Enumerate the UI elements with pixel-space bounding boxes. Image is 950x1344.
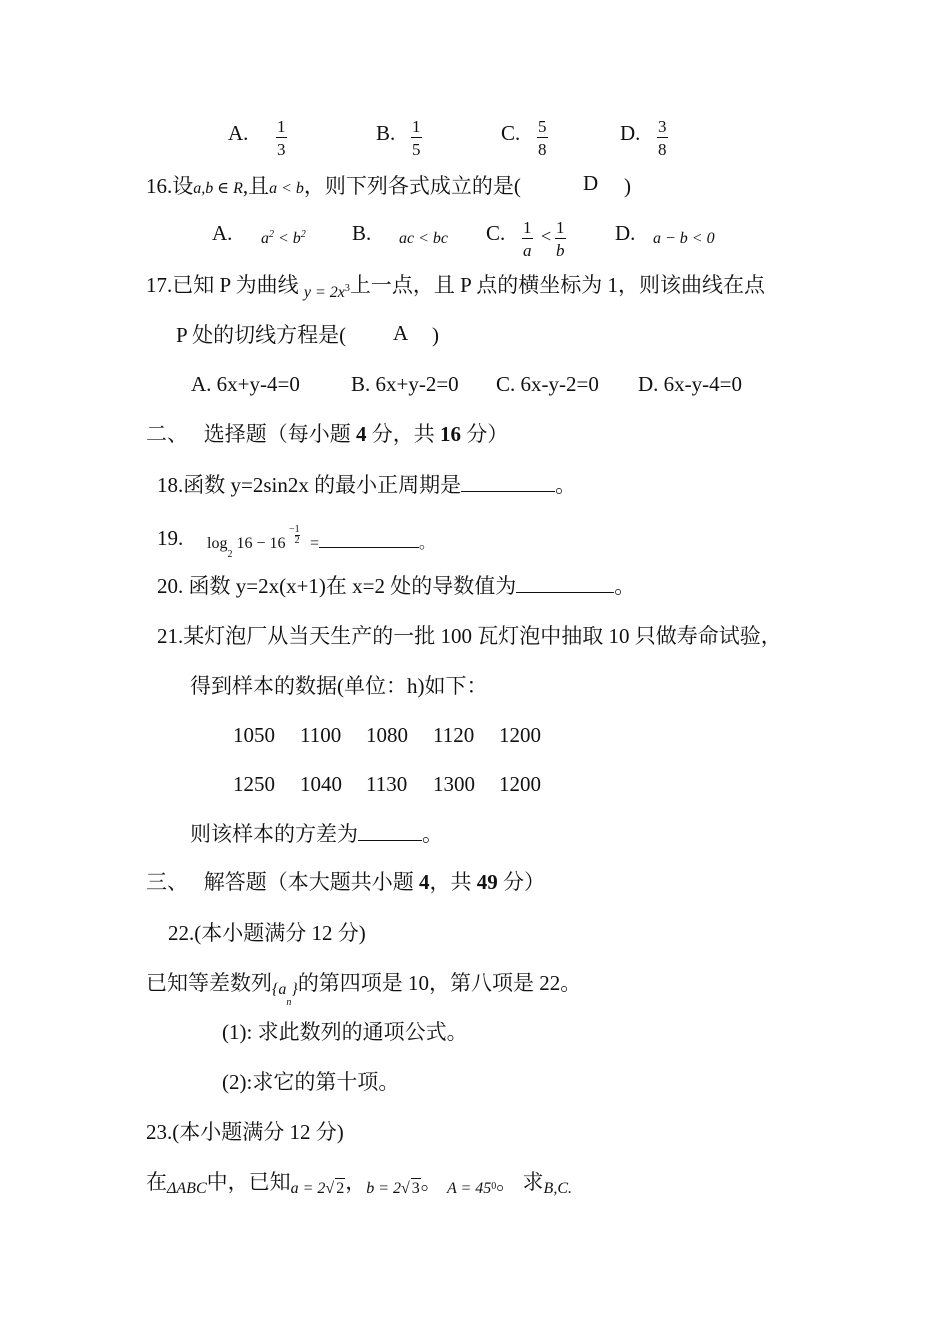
q21-row1-value: 1200 [499, 723, 541, 747]
q15-option-a-fraction [276, 118, 287, 158]
q17-close-paren: ) [432, 323, 439, 347]
q16-option-d-expr: a − b < 0 [653, 230, 715, 247]
q20-end: 。 [614, 574, 636, 598]
q19-equals: = [310, 535, 320, 552]
section-3-number: 三、 [146, 870, 188, 894]
q16-option-a-expr [261, 229, 306, 248]
q17-option-c: C. 6x-y-2=0 [496, 372, 599, 396]
q21-ask: 则该样本的方差为 [190, 822, 358, 846]
q16-condition-2: a < b [269, 180, 304, 197]
q18-answer-blank[interactable] [461, 473, 555, 492]
q19-exponent-numerator: 1 [294, 524, 300, 535]
q23-heading: 23.(本小题满分 12 分) [146, 1120, 344, 1144]
q23-angle-sup: 0 [491, 1181, 497, 1192]
section-3-title-a: 解答题（本大题共小题 [203, 870, 419, 894]
q22-heading: 22.(本小题满分 12 分) [168, 921, 366, 945]
q23-comma: ， [345, 1170, 367, 1194]
q23-a-sqrt: √ 2 [325, 1180, 345, 1197]
section-2-title-b: 分，共 [366, 422, 440, 446]
q23-b-radicand: 3 [411, 1180, 420, 1197]
q21-row2-value: 1250 [233, 772, 275, 796]
q22-part-1: (1): 求此数列的通项公式。 [222, 1020, 468, 1044]
q16-option-c-fraction-2 [555, 219, 566, 259]
q21-row1-value: 1080 [366, 723, 408, 747]
q23-stem [146, 1170, 572, 1195]
section-2-points-1: 4 [356, 422, 367, 446]
q17-option-d: D. 6x-y-4=0 [638, 372, 742, 396]
section-3-points-2: 49 [476, 870, 498, 894]
q16-option-b-expr: ac < bc [399, 230, 448, 247]
q16-a-base: a [261, 230, 269, 247]
q22-sequence: {a [272, 981, 287, 998]
q23-text-a: 在 [146, 1170, 167, 1194]
q16-mid: ,且 [242, 174, 270, 198]
q22-sequence-close: } [291, 981, 298, 998]
q19-exponent-minus: − [289, 524, 295, 535]
q19-number: 19. [157, 526, 184, 550]
q16-option-d-label: D. [615, 221, 636, 245]
q23-a-eq: a = 2 [290, 1180, 326, 1197]
q16-c-denominator-1: a [522, 238, 533, 259]
q21-answer-blank[interactable] [358, 822, 422, 841]
q23-b-sqrt: √ 3 [400, 1180, 420, 1197]
q19-expression [207, 534, 286, 560]
q20-text: 20. 函数 y=2x(x+1)在 x=2 处的导数值为 [157, 574, 517, 598]
q19-log-base: 2 [227, 549, 233, 560]
q15-c-denominator: 8 [537, 137, 548, 158]
section-2-heading [146, 422, 508, 447]
q21-row1-value: 1120 [433, 723, 475, 747]
q21-row1-value: 1050 [233, 723, 275, 747]
section-2-title-a: 选择题（每小题 [203, 422, 356, 446]
q23-dot: 。 [420, 1170, 442, 1194]
q17-option-b: B. 6x+y-2=0 [351, 372, 459, 396]
q21-data-row-1 [233, 723, 541, 748]
section-2-number: 二、 [146, 422, 188, 446]
q16-close-paren: ) [624, 174, 631, 198]
q21-data-row-2 [233, 772, 541, 797]
q18-end: 。 [555, 473, 577, 497]
q15-option-b-fraction [411, 118, 422, 158]
q20-answer-blank[interactable] [516, 574, 614, 593]
q23-text-b: 中，已知 [206, 1170, 291, 1194]
q18-text: 18.函数 y=2sin2x 的最小正周期是 [157, 473, 462, 497]
q16-stem [146, 174, 521, 199]
q16-option-c-label: C. [486, 221, 506, 245]
q19-expr: 16 − 16 [236, 535, 286, 552]
q18-line [157, 473, 576, 498]
q16-option-c-lt: < [541, 226, 552, 246]
q22-text-b: 的第四项是 10，第八项是 22。 [297, 971, 582, 995]
q21-row2-value: 1130 [366, 772, 408, 796]
q15-a-denominator: 3 [276, 137, 287, 158]
q21-line-2: 得到样本的数据(单位：h)如下： [190, 674, 488, 698]
q17-prefix: 17.已知 P 为曲线 [146, 273, 299, 297]
q15-option-b-label: B. [376, 121, 396, 145]
q23-a-radicand: 2 [336, 1180, 345, 1197]
q21-row2-value: 1040 [300, 772, 342, 796]
q23-b-eq: b = 2 [366, 1180, 401, 1197]
q16-stem-text: ，则下列各式成立的是( [303, 174, 521, 198]
q15-b-denominator: 5 [411, 137, 422, 158]
q16-c-numerator-2: 1 [556, 218, 565, 237]
q16-a-lt: < b [278, 230, 301, 247]
q16-a-sup-1: 2 [269, 229, 274, 240]
q19-exponent-denominator: 2 [294, 535, 300, 546]
q19-exponent [289, 525, 300, 546]
q22-sequence-sub: n [286, 997, 292, 1008]
q16-prefix: 16.设 [146, 174, 194, 198]
q20-line [157, 574, 635, 599]
q23-triangle: ΔABC [167, 1180, 207, 1197]
section-3-title-c: 分） [497, 870, 545, 894]
q17-curve: y = 2x [303, 284, 345, 301]
q16-answer: D [583, 171, 599, 195]
q17-stem-line-2: P 处的切线方程是( [176, 323, 347, 347]
q21-line-1: 21.某灯泡厂从当天生产的一批 100 瓦灯泡中抽取 10 只做寿命试验， [157, 624, 782, 648]
q21-end: 。 [422, 822, 443, 846]
q19-log: log [207, 535, 228, 552]
q17-answer: A [393, 321, 409, 345]
q17-option-a: A. 6x+y-4=0 [191, 372, 300, 396]
q23-ask-vars: B,C. [543, 1180, 572, 1197]
q15-d-numerator: 3 [658, 117, 667, 136]
q21-row2-value: 1300 [433, 772, 475, 796]
q23-dot-2: 。 [496, 1170, 518, 1194]
q15-d-denominator: 8 [657, 137, 668, 158]
section-3-heading [146, 870, 545, 895]
q15-a-numerator: 1 [277, 117, 286, 136]
q15-option-c-fraction [537, 118, 548, 158]
q21-ask-line [190, 822, 443, 847]
q16-c-numerator-1: 1 [523, 218, 532, 237]
q23-ask: 求 [522, 1170, 544, 1194]
q16-condition-1: a,b ∈ R [193, 180, 243, 197]
q21-row2-value: 1200 [499, 772, 541, 796]
q15-option-d-label: D. [620, 121, 641, 145]
q15-option-a-label: A. [228, 121, 249, 145]
q22-part-2: (2):求它的第十项。 [222, 1070, 400, 1094]
q15-option-d-fraction [657, 118, 668, 158]
q22-stem [146, 971, 582, 1008]
q15-c-numerator: 5 [538, 117, 547, 136]
q15-option-c-label: C. [501, 121, 521, 145]
q23-angle-eq: A = 45 [447, 1180, 492, 1197]
section-2-points-2: 16 [440, 422, 461, 446]
q21-row1-value: 1100 [300, 723, 342, 747]
q22-text-a: 已知等差数列 [146, 971, 272, 995]
q17-stem-line-1 [146, 273, 766, 301]
section-2-title-c: 分） [461, 422, 509, 446]
q16-a-sup-2: 2 [300, 229, 306, 240]
q19-equals-line [310, 532, 435, 553]
q19-end: 。 [419, 535, 436, 552]
q17-curve-sup: 3 [344, 283, 350, 294]
q16-option-c-fraction-1 [522, 219, 533, 259]
q16-c-denominator-2: b [555, 238, 566, 259]
q19-answer-blank[interactable] [319, 532, 419, 548]
q15-b-numerator: 1 [412, 117, 421, 136]
q16-option-a-label: A. [212, 221, 233, 245]
section-3-points-1: 4 [419, 870, 430, 894]
q17-stem-text: 上一点，且 P 点的横坐标为 1，则该曲线在点 [349, 273, 766, 297]
section-3-title-b: ，共 [429, 870, 477, 894]
q16-option-b-label: B. [352, 221, 372, 245]
